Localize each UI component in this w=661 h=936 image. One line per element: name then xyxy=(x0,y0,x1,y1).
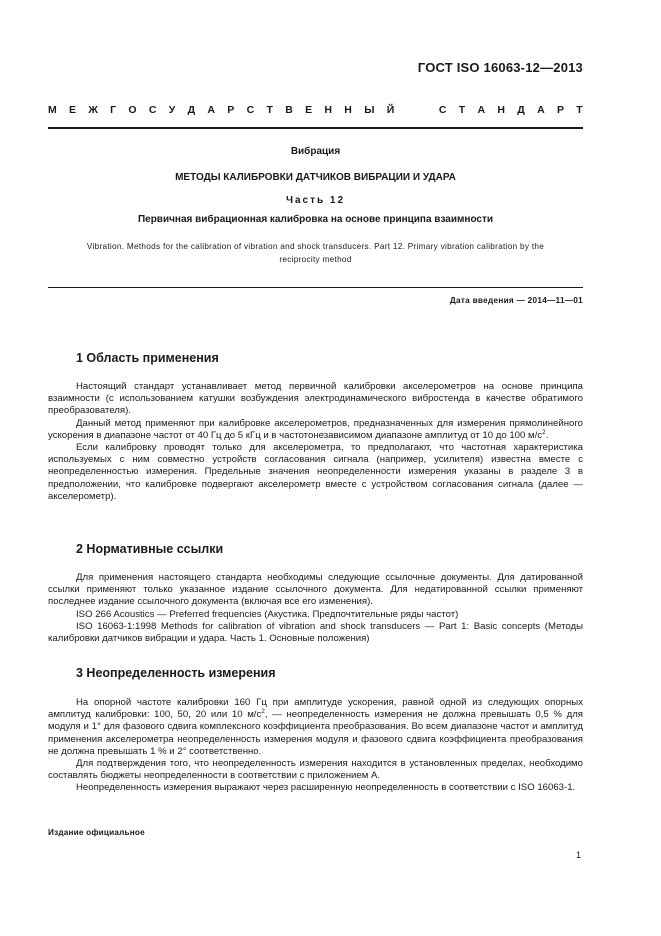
banner-letter: Е xyxy=(305,104,313,116)
title-divider xyxy=(48,287,583,288)
banner-letter: С xyxy=(246,104,255,116)
title-subtitle: Первичная вибрационная калибровка на основе принципа взаимности xyxy=(137,214,494,225)
section-body-uncertainty xyxy=(48,697,583,795)
banner-letter: Д xyxy=(517,104,525,116)
standard-type-banner xyxy=(48,104,583,116)
banner-letter: Й xyxy=(386,104,395,116)
section-body-references xyxy=(48,572,583,645)
official-edition-note: Издание официальное xyxy=(48,828,145,837)
banner-letter: Т xyxy=(458,104,466,116)
introduction-date: Дата введения — 2014—11—01 xyxy=(449,296,583,305)
paragraph: Настоящий стандарт устанавливает метод первичной калибровки акселерометров на основе принципа взаимности (с использованием катушки возбуждения электродинамического вибростенда в качестве обратимого преобразователя). xyxy=(48,381,583,417)
paragraph: Для применения настоящего стандарта необходимы следующие ссылочные документы. Для датированной ссылки применяют только указанное издание ссылочного документа. Для недатированной ссылки применяют последнее издание ссылочного документа (включая все его изменения). xyxy=(48,572,583,608)
paragraph: Для подтверждения того, что неопределенность измерения находится в установленных пределах, необходимо составлять бюджеты неопределенности в соответствии с приложением А. xyxy=(48,758,583,782)
title-part: Часть 12 xyxy=(285,195,346,206)
banner-letter: М xyxy=(48,104,57,116)
section-heading-references: 2 Нормативные ссылки xyxy=(76,542,224,556)
banner-letter: С xyxy=(438,104,447,116)
banner-letter: О xyxy=(128,104,137,116)
banner-letter: Е xyxy=(69,104,77,116)
paragraph-text: Данный метод применяют при калибровке акселерометров, предназначенных для измерения прямолинейного ускорения в диапазоне частот от 40 Гц до 5 кГц и в частотонезависимом диапазоне амплитуд от 10 до 100 м/с xyxy=(48,417,583,441)
banner-letter: У xyxy=(168,104,176,116)
banner-letter: С xyxy=(148,104,157,116)
banner-letter: Ы xyxy=(364,104,375,116)
reference-item: ISO 266 Acoustics — Preferred frequencies (Акустика. Предпочтительные ряды частот) xyxy=(76,608,459,620)
banner-letter: Н xyxy=(324,104,332,116)
paragraph: Неопределенность измерения выражают через расширенную неопределенность в соответствии с ISO 16063-1. xyxy=(76,782,576,794)
banner-letter: Г xyxy=(110,104,117,116)
paragraph xyxy=(48,697,583,758)
banner-letter: Д xyxy=(187,104,196,116)
title-main: МЕТОДЫ КАЛИБРОВКИ ДАТЧИКОВ ВИБРАЦИИ И УДАРА xyxy=(175,172,456,183)
title-topic: Вибрация xyxy=(290,146,341,157)
reference-item: ISO 16063-1:1998 Methods for calibration of vibration and shock transducers — Part 1: Basic concepts (Методы калибровки датчиков вибрации и удара. Часть 1. Основные положения) xyxy=(48,620,583,645)
banner-letter: А xyxy=(477,104,486,116)
banner-letter: Р xyxy=(227,104,235,116)
superscript: 2 xyxy=(261,708,265,716)
superscript: 2 xyxy=(542,428,546,436)
paragraph: Если калибровку проводят только для акселерометра, то предполагают, что частотная характеристика используемых с ним совместно устройств согласования сигнала (например, усилителя) известна вместе с неопределенностью измерения. Предельные значения неопределенности измерения указаны в разделе 3 в предположении, что калибровке подвергают акселерометр вместе с устройством согласования сигнала (далее — акселерометр). xyxy=(48,442,583,502)
banner-letter: Н xyxy=(497,104,505,116)
banner-letter: Т xyxy=(266,104,273,116)
banner-word-gap xyxy=(407,104,427,116)
banner-letter: Н xyxy=(344,104,352,116)
header-divider xyxy=(48,127,583,129)
paragraph: Данный метод применяют при калибровке акселерометров, предназначенных для измерения прямолинейного ускорения в диапазоне частот от 40 Гц до 5 кГц и в частотонезависимом диапазоне амплитуд от 10 до 100 $м/с^2$. xyxy=(48,417,583,441)
title-english: Vibration. Methods for the calibration of vibration and shock transducers. Part 12. Primary vibration calibration by the reciprocity method xyxy=(86,242,545,264)
page-number: 1 xyxy=(575,850,581,860)
document-number: ГОСТ ISO 16063-12—2013 xyxy=(417,60,583,75)
banner-letter: А xyxy=(207,104,215,116)
paragraph-text: , — неопределенность измерения не должна превышать 0,5 % для модуля и 1° для фазового сдвига комплексного коэффициента преобразования. Во всем диапазоне частот и амплитуд применения акселерометра неопределенность измерения модуля и фазового сдвига коэффициента преобразования не должна превышать 1 % и 2° соответственно. xyxy=(48,709,584,757)
section-heading-scope: 1 Область применения xyxy=(76,351,219,365)
banner-letter: А xyxy=(537,104,545,116)
banner-letter: Р xyxy=(556,104,564,116)
section-body-scope xyxy=(48,381,583,503)
banner-letter: В xyxy=(285,104,293,116)
paragraph-text: На опорной частоте калибровки 160 Гц при амплитуде ускорения, равной одной из следующих опорных амплитуд калибровки: 100, 50, 20 или 10 м/с xyxy=(48,697,583,721)
banner-letter: Т xyxy=(576,104,583,116)
section-heading-uncertainty: 3 Неопределенность измерения xyxy=(76,666,276,680)
banner-letter: Ж xyxy=(88,104,98,116)
